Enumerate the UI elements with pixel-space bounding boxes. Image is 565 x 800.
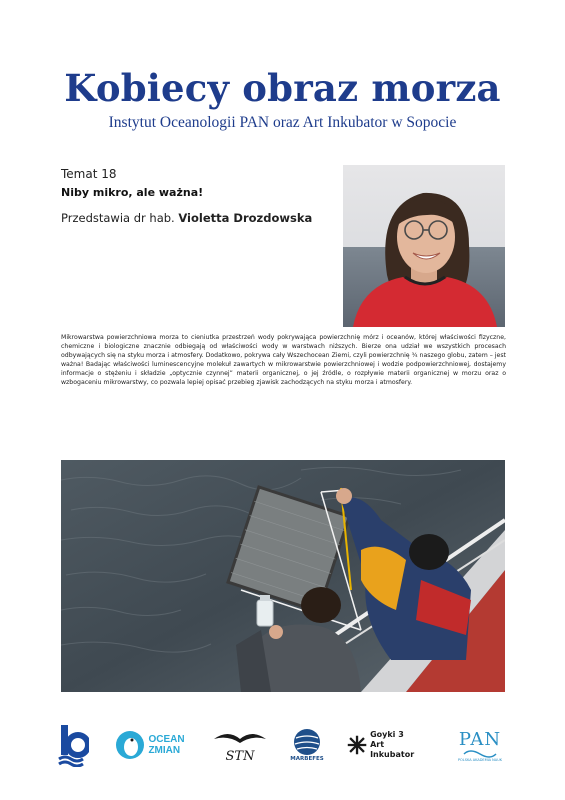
penguin-icon bbox=[115, 727, 145, 763]
topic-headline: Niby mikro, ale ważna! bbox=[61, 186, 204, 199]
ocean-zmian-line1: OCEAN bbox=[148, 734, 185, 745]
pan-label: PAN bbox=[458, 728, 502, 750]
stn-label: STN bbox=[225, 748, 255, 764]
stn-logo bbox=[210, 720, 270, 770]
page-subtitle: Instytut Oceanologii PAN oraz Art Inkubator w Sopocie bbox=[108, 114, 457, 131]
starburst-icon bbox=[347, 732, 367, 758]
goyki-line2: Art Inkubator bbox=[370, 740, 415, 759]
bird-icon bbox=[212, 727, 268, 749]
presenter-prefix: Przedstawia dr hab. bbox=[61, 211, 179, 225]
presenter-portrait bbox=[343, 165, 505, 327]
goyki-logo bbox=[347, 720, 417, 770]
globe-icon bbox=[292, 728, 322, 756]
pan-sublabel: POLSKA AKADEMIA NAUK bbox=[457, 757, 503, 762]
goyki-line1: Goyki 3 bbox=[370, 730, 404, 739]
ocean-zmian-line2: ZMIAN bbox=[148, 745, 181, 756]
infinity-icon bbox=[460, 750, 500, 758]
description-text: Mikrowarstwa powierzchniowa morza to cieniutka przestrzeń wody pokrywająca powierzchnię mórz i oceanów, której właściwości fizyczne, chemiczne i biologiczne znacznie odbiegają od właściwości wody w warstwach niższych. Bierze ona udział we wszystkich procesach odbywających się na styku morza i atmosfery. Dodatkowo, pokrywa cały Wszechocean Ziemi, czyli powierzchnię ¾ naszego globu, zatem – jest ważna! Badając właściwości luminescencyjne molekuł zawartych w mikrowarstwie powierzchniowej i wodzie podpowierzchniowej, dostajemy informacje o stężeniu i składzie „optycznie czynnej” materii organicznej, o jej źródle, o rozpływie materii organicznej w morzu oraz o wzbogaceniu mikrowarstwy, co pozwala lepiej opisać przebieg zjawisk zachodzących na styku morza i atmosfery. bbox=[61, 334, 506, 386]
ocean-zmian-logo bbox=[115, 720, 185, 770]
page-title: Kobiecy obraz morza bbox=[64, 66, 501, 110]
partner-logos bbox=[55, 720, 515, 770]
marbefes-logo bbox=[287, 720, 327, 770]
marbefes-label: MARBEFES bbox=[290, 756, 324, 762]
sampling-photo bbox=[61, 460, 505, 692]
presenter-line bbox=[61, 211, 312, 225]
io-pan-logo bbox=[55, 720, 91, 770]
presenter-name: Violetta Drozdowska bbox=[178, 211, 313, 225]
pan-logo bbox=[450, 720, 510, 770]
topic-number: Temat 18 bbox=[61, 167, 117, 181]
